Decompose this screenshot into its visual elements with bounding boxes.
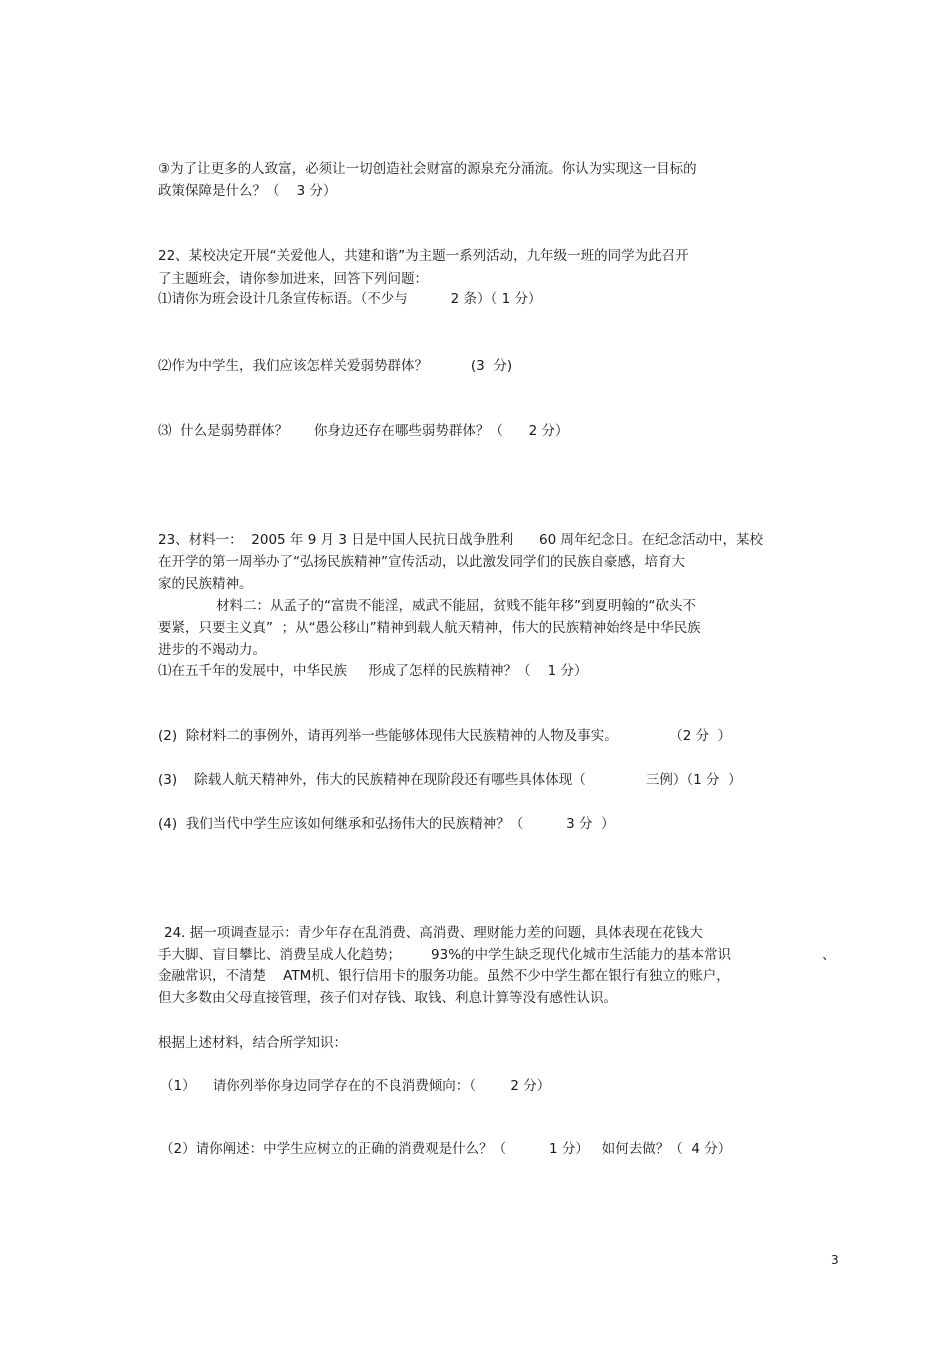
q23-sub2: (2) 除材料二的事例外，请再列举一些能够体现伟大民族精神的人物及事实。 （2 分 ） xyxy=(158,728,732,744)
q22-sub1: ⑴请你为班会设计几条宣传标语。（不少与 2 条）（ 1 分） xyxy=(158,291,542,307)
q21-sub3-line2: 政策保障是什么？（ 3 分） xyxy=(158,183,337,199)
q24-stem-line2-tail: 、 xyxy=(822,947,836,963)
q23-material1-line1: 23、材料一： 2005 年 9 月 3 日是中国人民抗日战争胜利 60 周年纪念日。在纪念活动中，某校 xyxy=(158,532,763,548)
page-number: 3 xyxy=(831,1253,839,1267)
q24-lead: 根据上述材料，结合所学知识： xyxy=(158,1035,347,1051)
q22-stem-line2: 了主题班会，请你参加进来，回答下列问题： xyxy=(158,271,428,287)
q23-sub4: (4) 我们当代中学生应该如何继承和弘扬伟大的民族精神？（ 3 分 ） xyxy=(158,816,615,832)
q23-material2-line1: 材料二：从孟子的“富贵不能淫，威武不能屈，贫贱不能年移”到夏明翰的“砍头不 xyxy=(216,598,696,614)
q24-sub1: （1） 请你列举你身边同学存在的不良消费倾向：（ 2 分） xyxy=(160,1078,551,1094)
q23-material1-line2: 在开学的第一周举办了“弘扬民族精神”宣传活动，以此激发同学们的民族自豪感，培育大 xyxy=(158,554,685,570)
q21-sub3-line1: ③为了让更多的人致富，必须让一切创造社会财富的源泉充分涌流。你认为实现这一目标的 xyxy=(158,161,697,177)
q23-material2-line2: 要紧，只要主义真” ；从“愚公移山”精神到载人航天精神，伟大的民族精神始终是中华民族 xyxy=(158,620,701,636)
q24-sub2: （2）请你阐述：中学生应树立的正确的消费观是什么？（ 1 分） 如何去做？（ 4 分） xyxy=(160,1141,732,1157)
q24-stem-line4: 但大多数由父母直接管理，孩子们对存钱、取钱、利息计算等没有感性认识。 xyxy=(158,990,617,1006)
q24-stem-line3: 金融常识，不清楚 ATM机、银行信用卡的服务功能。虽然不少中学生都在银行有独立的账户， xyxy=(158,968,730,984)
q24-stem-line2: 手大脚、盲目攀比、消费呈成人化趋势； 93%的中学生缺乏现代化城市生活能力的基本常识 xyxy=(158,947,732,963)
q23-sub3: (3) 除载人航天精神外，伟大的民族精神在现阶段还有哪些具体体现（ 三例）（1 分 ） xyxy=(158,772,742,788)
q23-sub1: ⑴在五千年的发展中，中华民族 形成了怎样的民族精神？（ 1 分） xyxy=(158,663,588,679)
q23-material1-line3: 家的民族精神。 xyxy=(158,576,253,592)
q22-sub2: ⑵作为中学生，我们应该怎样关爱弱势群体？ (3 分) xyxy=(158,358,513,374)
q22-stem-line1: 22、某校决定开展“关爱他人，共建和谐”为主题一系列活动，九年级一班的同学为此召开 xyxy=(158,248,689,264)
q22-sub3: ⑶ 什么是弱势群体？ 你身边还存在哪些弱势群体？（ 2 分） xyxy=(158,423,569,439)
q23-material2-line3: 进步的不竭动力。 xyxy=(158,642,266,658)
q24-stem-line1: 24. 据一项调查显示：青少年存在乱消费、高消费、理财能力差的问题，具体表现在花钱大 xyxy=(164,925,703,941)
